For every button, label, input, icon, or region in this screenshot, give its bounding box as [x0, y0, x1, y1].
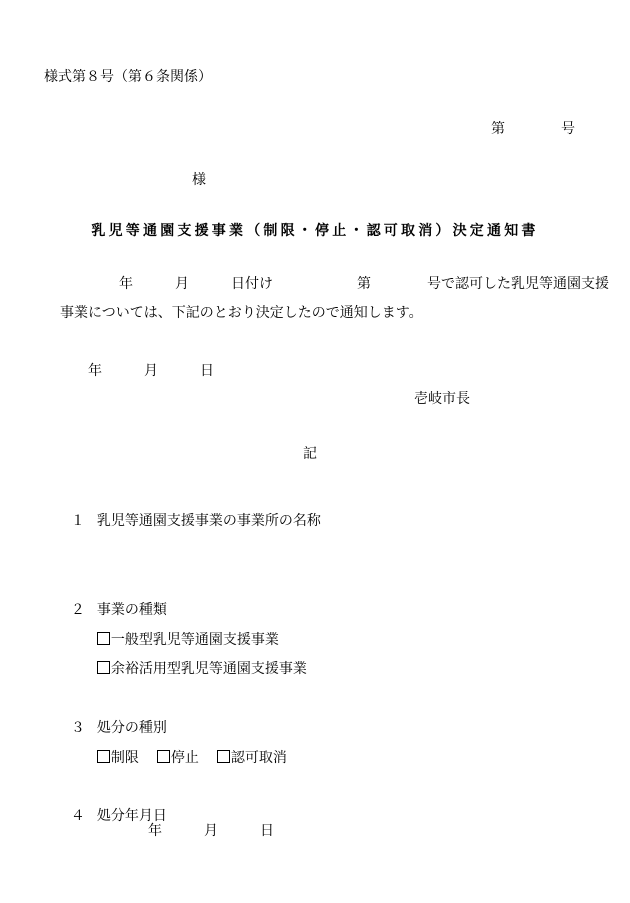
- disposition-options: [88, 736, 287, 765]
- section-1-number: １: [70, 513, 85, 529]
- checkbox-suspension[interactable]: [157, 750, 170, 763]
- section-2-label: 事業の種類: [96, 602, 167, 618]
- option-restriction-label: 制限: [110, 750, 139, 766]
- body-line-1: 年 月 日付け 第 号で認可した乳児等通園支援: [119, 276, 609, 292]
- ki-heading: 記: [303, 446, 317, 462]
- option-revocation-label: 認可取消: [230, 750, 287, 766]
- option-general-type-label: 一般型乳児等通園支援事業: [110, 632, 279, 648]
- issuer: 壱岐市長: [414, 391, 470, 407]
- document-title: 乳児等通園支援事業（制限・停止・認可取消）決定通知書: [91, 223, 539, 239]
- section-3: [62, 707, 167, 735]
- form-id: 様式第８号（第６条関係）: [44, 69, 212, 85]
- document-number: 第 号: [491, 121, 575, 137]
- option-general-type[interactable]: [88, 618, 279, 647]
- section-1: [62, 500, 321, 528]
- section-2-number: ２: [70, 602, 85, 618]
- disposition-date: 年 月 日: [148, 823, 274, 839]
- section-3-label: 処分の種別: [96, 720, 167, 736]
- option-suspension-label: 停止: [170, 750, 199, 766]
- checkbox-general-type[interactable]: [97, 632, 110, 645]
- checkbox-surplus-type[interactable]: [97, 661, 110, 674]
- section-4: [62, 795, 167, 823]
- checkbox-restriction[interactable]: [97, 750, 110, 763]
- option-surplus-type[interactable]: [88, 647, 307, 676]
- section-2: [62, 589, 167, 617]
- body-line-2: 事業については、下記のとおり決定したので通知します。: [60, 305, 423, 321]
- option-surplus-type-label: 余裕活用型乳児等通園支援事業: [110, 661, 307, 677]
- section-4-number: ４: [70, 808, 85, 824]
- checkbox-revocation[interactable]: [217, 750, 230, 763]
- addressee: 様: [192, 172, 206, 188]
- section-1-label: 乳児等通園支援事業の事業所の名称: [96, 513, 321, 529]
- issue-date: 年 月 日: [88, 363, 214, 379]
- section-4-label: 処分年月日: [96, 808, 167, 824]
- section-3-number: ３: [70, 720, 85, 736]
